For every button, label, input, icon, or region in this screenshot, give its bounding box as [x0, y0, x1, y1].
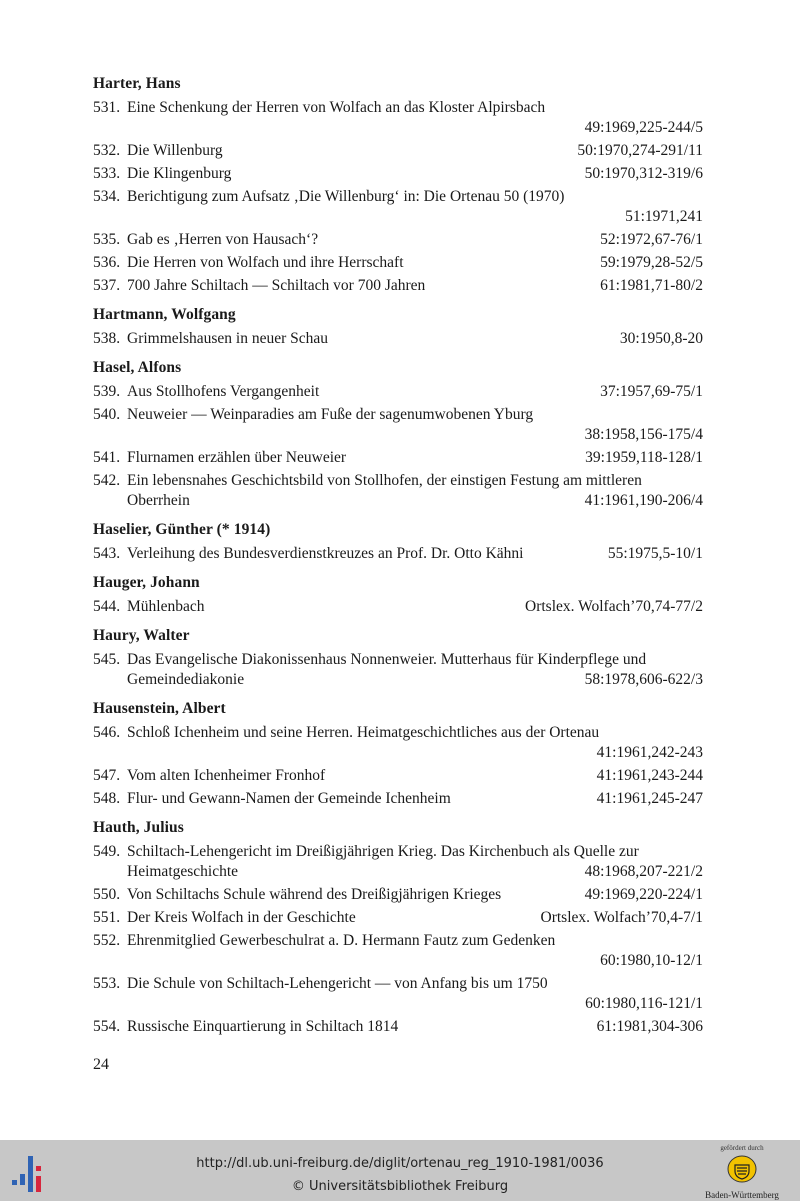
entry-number: 533.: [93, 165, 121, 182]
sponsor-label: gefördert durch: [720, 1144, 764, 1152]
entry-title: Oberrhein: [127, 492, 190, 509]
entry-title: Die Schule von Schiltach-Lehengericht — von Anfang bis um 1750: [127, 975, 548, 992]
entry-title: Das Evangelische Diakonissenhaus Nonnenweier. Mutterhaus für Kinderpflege und: [127, 651, 647, 668]
entry-title: Russische Einquartierung in Schiltach 1814: [127, 1018, 399, 1035]
entry-number: 544.: [93, 598, 121, 615]
entry-title: Die Herren von Wolfach und ihre Herrschaft: [127, 254, 404, 271]
entry-number: 545.: [93, 651, 121, 668]
entry-reference: 30:1950,8-20: [619, 330, 703, 347]
entry-reference: 60:1980,10-12/1: [600, 952, 703, 969]
entry-reference: 48:1968,207-221/2: [584, 863, 703, 880]
bibliography-entry: [93, 544, 703, 564]
bibliography-entry: [93, 789, 703, 809]
bibliography-entry: [93, 650, 703, 690]
sponsor-badge: [690, 1144, 794, 1200]
footer-copyright: © Universitätsbibliothek Freiburg: [291, 1179, 509, 1194]
author-heading: Hartmann, Wolfgang: [93, 306, 236, 323]
bibliography-entry: [93, 974, 703, 1014]
bibliography-entry: [93, 405, 703, 445]
entry-number: 537.: [93, 277, 121, 294]
bibliography-entry: [93, 253, 703, 273]
entry-reference: 37:1957,69-75/1: [600, 383, 703, 400]
entry-number: 549.: [93, 843, 121, 860]
entry-reference: 60:1980,116-121/1: [585, 995, 703, 1012]
author-heading: Hausenstein, Albert: [93, 700, 226, 717]
entry-number: 550.: [93, 886, 121, 903]
bibliography-entry: [93, 382, 703, 402]
bibliography-entry: [93, 98, 703, 138]
entry-number: 540.: [93, 406, 121, 423]
entry-reference: 52:1972,67-76/1: [600, 231, 703, 248]
entry-title: Mühlenbach: [127, 598, 205, 615]
entry-title: Neuweier — Weinparadies am Fuße der sagenumwobenen Yburg: [127, 406, 534, 423]
entry-reference: 50:1970,274-291/11: [577, 142, 703, 159]
bibliography-list: [93, 74, 703, 1040]
entry-reference: 51:1971,241: [625, 208, 703, 225]
bibliography-entry: [93, 448, 703, 468]
bibliography-entry: [93, 187, 703, 227]
page-number: 24: [93, 1056, 109, 1073]
entry-title: Gemeindediakonie: [127, 671, 245, 688]
entry-reference: Ortslex. Wolfach’70,74-77/2: [525, 598, 703, 615]
bibliography-entry: [93, 276, 703, 296]
entry-reference: 61:1981,71-80/2: [600, 277, 703, 294]
entry-number: 531.: [93, 99, 121, 116]
entry-title: Aus Stollhofens Vergangenheit: [127, 383, 320, 400]
entry-reference: 61:1981,304-306: [596, 1018, 703, 1035]
entry-number: 547.: [93, 767, 121, 784]
author-heading: Harter, Hans: [93, 75, 181, 92]
bibliography-entry: [93, 1017, 703, 1037]
entry-reference: 41:1961,242-243: [596, 744, 703, 761]
entry-title: 700 Jahre Schiltach — Schiltach vor 700 Jahren: [127, 277, 426, 294]
entry-title: Flur- und Gewann-Namen der Gemeinde Ichenheim: [127, 790, 451, 807]
entry-number: 536.: [93, 254, 121, 271]
entry-reference: 58:1978,606-622/3: [584, 671, 703, 688]
entry-number: 538.: [93, 330, 121, 347]
entry-reference: 38:1958,156-175/4: [584, 426, 703, 443]
entry-title: Flurnamen erzählen über Neuweier: [127, 449, 347, 466]
entry-title: Der Kreis Wolfach in der Geschichte: [127, 909, 356, 926]
entry-number: 552.: [93, 932, 121, 949]
entry-title: Berichtigung zum Aufsatz ‚Die Willenburg‘ in: Die Ortenau 50 (1970): [127, 188, 565, 205]
entry-title: Verleihung des Bundesverdienstkreuzes an Prof. Dr. Otto Kähni: [127, 545, 524, 562]
entry-number: 553.: [93, 975, 121, 992]
entry-number: 543.: [93, 545, 121, 562]
entry-reference: 50:1970,312-319/6: [584, 165, 703, 182]
author-heading: Hauger, Johann: [93, 574, 200, 591]
entry-title: Schiltach-Lehengericht im Dreißigjährigen Krieg. Das Kirchenbuch als Quelle zur: [127, 843, 639, 860]
baden-wuerttemberg-seal-icon: [727, 1154, 757, 1184]
entry-title: Von Schiltachs Schule während des Dreißigjährigen Krieges: [127, 886, 502, 903]
entry-number: 546.: [93, 724, 121, 741]
entry-title: Vom alten Ichenheimer Fronhof: [127, 767, 326, 784]
entry-title: Grimmelshausen in neuer Schau: [127, 330, 329, 347]
entry-title: Ein lebensnahes Geschichtsbild von Stollhofen, der einstigen Festung am mittleren: [127, 472, 642, 489]
entry-reference: 59:1979,28-52/5: [600, 254, 703, 271]
entry-number: 542.: [93, 472, 121, 489]
footer-url[interactable]: http://dl.ub.uni-freiburg.de/diglit/ortenau_reg_1910-1981/0036: [196, 1156, 604, 1171]
bibliography-entry: [93, 723, 703, 763]
bibliography-entry: [93, 931, 703, 971]
entry-number: 554.: [93, 1018, 121, 1035]
entry-title: Ehrenmitglied Gewerbeschulrat a. D. Hermann Fautz zum Gedenken: [127, 932, 556, 949]
entry-reference: 39:1959,118-128/1: [585, 449, 703, 466]
bibliography-entry: [93, 329, 703, 349]
entry-number: 539.: [93, 383, 121, 400]
entry-title: Heimatgeschichte: [127, 863, 239, 880]
bibliography-entry: [93, 885, 703, 905]
entry-number: 535.: [93, 231, 121, 248]
bibliography-entry: [93, 471, 703, 511]
entry-reference: 41:1961,245-247: [596, 790, 703, 807]
entry-number: 534.: [93, 188, 121, 205]
entry-reference: 49:1969,220-224/1: [584, 886, 703, 903]
entry-reference: 41:1961,190-206/4: [584, 492, 703, 509]
sponsor-name: Baden-Württemberg: [705, 1190, 779, 1200]
entry-number: 548.: [93, 790, 121, 807]
entry-title: Schloß Ichenheim und seine Herren. Heimatgeschichtliches aus der Ortenau: [127, 724, 600, 741]
bibliography-entry: [93, 766, 703, 786]
bibliography-entry: [93, 908, 703, 928]
viewer-footer: [0, 1140, 800, 1201]
entry-number: 551.: [93, 909, 121, 926]
entry-reference: 49:1969,225-244/5: [584, 119, 703, 136]
entry-title: Eine Schenkung der Herren von Wolfach an das Kloster Alpirsbach: [127, 99, 546, 116]
entry-reference: 55:1975,5-10/1: [607, 545, 703, 562]
author-heading: Haselier, Günther (* 1914): [93, 521, 271, 538]
bibliography-entry: [93, 842, 703, 882]
entry-title: Gab es ‚Herren von Hausach‘?: [127, 231, 319, 248]
entry-number: 541.: [93, 449, 121, 466]
entry-title: Die Klingenburg: [127, 165, 232, 182]
bibliography-entry: [93, 164, 703, 184]
bibliography-entry: [93, 141, 703, 161]
entry-reference: 41:1961,243-244: [596, 767, 703, 784]
author-heading: Hasel, Alfons: [93, 359, 182, 376]
bibliography-entry: [93, 597, 703, 617]
entry-title: Die Willenburg: [127, 142, 223, 159]
bibliography-entry: [93, 230, 703, 250]
entry-number: 532.: [93, 142, 121, 159]
author-heading: Hauth, Julius: [93, 819, 184, 836]
entry-reference: Ortslex. Wolfach’70,4-7/1: [540, 909, 703, 926]
author-heading: Haury, Walter: [93, 627, 190, 644]
